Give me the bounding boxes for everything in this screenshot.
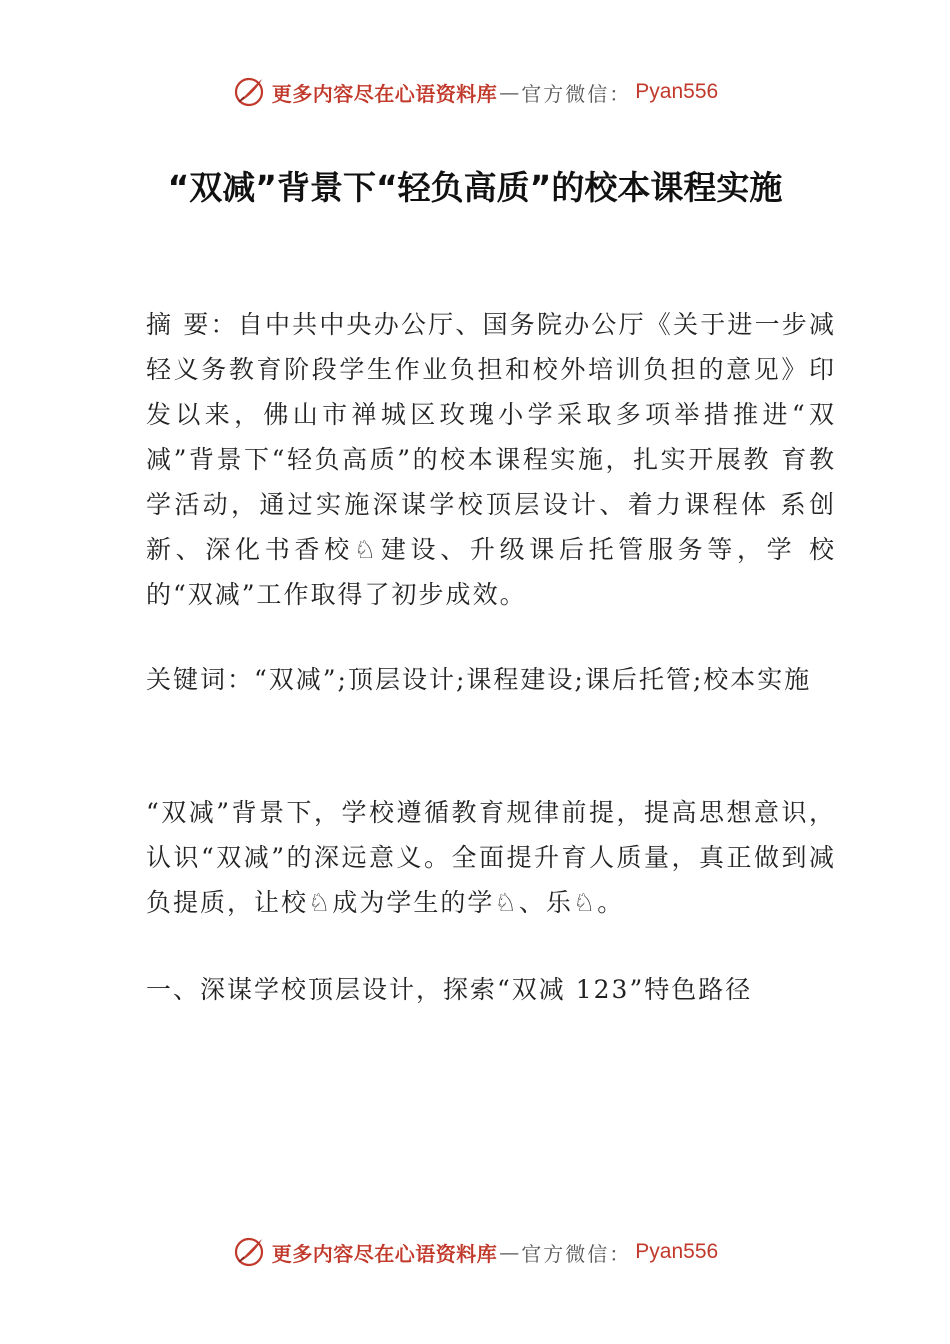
watermark-site-text: 更多内容尽在心语资料库	[271, 1241, 498, 1266]
section-heading: 一、深谋学校顶层设计，探索“双减 123”特色路径	[146, 975, 753, 1004]
keywords-paragraph: 关键词：“双减”;顶层设计;课程建设;课后托管;校本实施	[146, 665, 812, 694]
document-title: “双减”背景下“轻负高质”的校本课程实施	[167, 168, 783, 207]
quill-pen-logo-icon	[232, 1235, 266, 1269]
watermark-header	[0, 72, 950, 112]
watermark-separator: —	[499, 80, 520, 104]
watermark-account: Pyan556	[635, 80, 719, 103]
quill-pen-logo-icon	[232, 75, 266, 109]
watermark-wechat-label: 官方微信：	[521, 81, 632, 106]
abstract-paragraph: 摘 要：自中共中央办公厅、国务院办公厅《关于进一步减轻义务教育阶段学生作业负担和校外培训负担的意见》印发以来，佛山市禅城区玫瑰小学采取多项举措推进“双减”背景下“轻负高质”的校本课程实施，扎实开展教 育教学活动，通过实施深谋学校顶层设计、着力课程体 系创新、深化书香校♘建设、升级课后托管服务等，学 校的“双减”工作取得了初步成效。	[146, 310, 836, 609]
watermark-wechat-label: 官方微信：	[521, 1241, 632, 1266]
intro-paragraph: “双减”背景下，学校遵循教育规律前提，提高思想意识，认识“双减”的深远意义。全面提升育人质量，真正做到减负提质，让校♘成为学生的学♘、乐♘。	[146, 798, 836, 917]
watermark-footer	[0, 1232, 950, 1272]
watermark-site-text: 更多内容尽在心语资料库	[271, 81, 498, 106]
watermark-separator: —	[499, 1240, 520, 1264]
watermark-account: Pyan556	[635, 1240, 719, 1263]
